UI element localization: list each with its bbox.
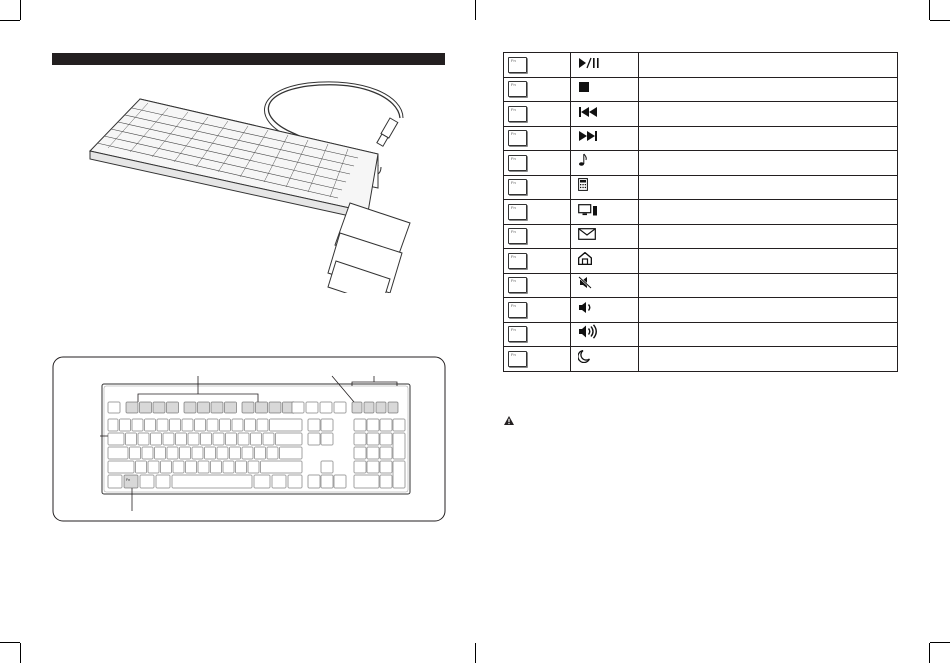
keyboard-product-illustration — [78, 78, 438, 293]
keyboard-key — [321, 475, 333, 488]
keyboard-key — [380, 475, 392, 488]
keyboard-key — [238, 433, 249, 445]
keyboard-key — [213, 433, 224, 445]
keyboard-key — [256, 402, 268, 413]
keyboard-layout-diagram — [52, 356, 446, 522]
function-key-row — [504, 347, 898, 372]
keyboard-key — [138, 433, 149, 445]
keyboard-key — [217, 447, 228, 459]
keyboard-key — [380, 419, 392, 431]
keycap-cell — [504, 102, 571, 127]
fn-keycap-label: Fn — [511, 155, 516, 161]
fn-keycap — [508, 326, 527, 342]
volume-up-icon — [578, 324, 598, 344]
function-key-table — [503, 52, 898, 372]
keyboard-key — [230, 447, 241, 459]
keyboard-key — [108, 419, 118, 431]
keycap-cell — [504, 273, 571, 298]
keyboard-key — [269, 402, 281, 413]
keyboard-key — [255, 447, 266, 459]
keycap-cell — [504, 224, 571, 249]
crop-mark-bottom-right — [930, 642, 950, 643]
keycap-cell — [504, 175, 571, 200]
fn-keycap-label: Fn — [511, 57, 516, 63]
keyboard-key — [254, 475, 270, 488]
keycap-cell — [504, 298, 571, 323]
keyboard-key — [145, 419, 156, 431]
keyboard-key — [321, 461, 333, 473]
keyboard-key — [182, 419, 193, 431]
keycap-cell — [504, 322, 571, 347]
fn-keycap-label: Fn — [511, 278, 516, 284]
keyboard-key — [232, 419, 243, 431]
icon-cell — [571, 347, 639, 372]
icon-cell — [571, 126, 639, 151]
crop-mark-top-right-v — [929, 0, 930, 20]
keycap-cell — [504, 53, 571, 78]
fn-keycap-label: Fn — [511, 204, 516, 210]
keyboard-key — [186, 461, 197, 473]
keyboard-key — [157, 419, 168, 431]
keyboard-key — [176, 433, 187, 445]
keyboard-key — [242, 402, 254, 413]
fn-keycap-label: Fn — [511, 131, 516, 137]
keyboard-key — [108, 433, 124, 445]
description-cell — [639, 224, 898, 249]
keyboard-key — [308, 433, 320, 445]
crop-mark-top-mid — [475, 0, 476, 20]
keyboard-key — [192, 447, 203, 459]
previous-track-icon — [578, 105, 598, 123]
fn-keycap-label: Fn — [511, 180, 516, 186]
keyboard-key — [188, 433, 199, 445]
keyboard-key — [270, 419, 303, 431]
function-key-row — [504, 126, 898, 151]
keyboard-key — [367, 461, 379, 473]
keyboard-key — [367, 447, 379, 459]
keyboard-key — [321, 433, 333, 445]
description-cell — [639, 77, 898, 102]
keyboard-key — [108, 475, 122, 488]
crop-mark-bottom-left-v — [20, 643, 21, 663]
keyboard-key — [132, 419, 143, 431]
keyboard-key — [292, 402, 304, 413]
keyboard-key — [161, 461, 172, 473]
function-key-row — [504, 151, 898, 176]
keyboard-key — [367, 419, 379, 431]
keyboard-key — [198, 402, 210, 413]
fn-keycap — [508, 351, 527, 367]
icon-cell — [571, 249, 639, 274]
description-cell — [639, 175, 898, 200]
icon-cell — [571, 151, 639, 176]
fn-keycap — [508, 81, 527, 97]
keyboard-key — [201, 433, 212, 445]
keyboard-key — [180, 447, 191, 459]
fn-keycap — [508, 228, 527, 244]
crop-mark-top-right — [930, 20, 950, 21]
icon-cell — [571, 322, 639, 347]
description-cell — [639, 151, 898, 176]
keycap-cell — [504, 347, 571, 372]
fn-keycap-label: Fn — [511, 302, 516, 308]
fn-keycap-label: Fn — [511, 106, 516, 112]
keyboard-key — [354, 419, 366, 431]
keyboard-key — [155, 447, 166, 459]
calculator-icon — [578, 178, 588, 196]
icon-cell — [571, 53, 639, 78]
keyboard-key — [167, 447, 178, 459]
icon-cell — [571, 273, 639, 298]
keyboard-key — [354, 475, 379, 488]
fn-keycap — [508, 155, 527, 171]
keyboard-key — [354, 447, 366, 459]
function-key-row — [504, 249, 898, 274]
keyboard-key — [172, 475, 252, 488]
keycap-cell — [504, 200, 571, 225]
fn-keycap — [508, 204, 527, 220]
function-key-row — [504, 102, 898, 127]
keyboard-key — [263, 433, 274, 445]
computer-icon — [578, 203, 598, 221]
warning-icon — [504, 416, 514, 425]
keyboard-key — [148, 461, 159, 473]
keyboard-key — [334, 402, 346, 413]
keyboard-key — [308, 419, 320, 431]
description-cell — [639, 102, 898, 127]
icon-cell — [571, 298, 639, 323]
section-header-bar — [52, 53, 445, 65]
function-key-row — [504, 273, 898, 298]
keyboard-key — [280, 447, 303, 459]
keyboard-key — [223, 461, 234, 473]
keyboard-key — [380, 461, 392, 473]
keyboard-key — [354, 433, 366, 445]
volume-down-icon — [578, 301, 594, 319]
description-cell — [639, 347, 898, 372]
keycap-cell — [504, 249, 571, 274]
fn-keycap-label: Fn — [511, 327, 516, 333]
play-pause-icon — [578, 56, 600, 74]
keyboard-key — [167, 402, 179, 413]
fn-keycap — [508, 277, 527, 293]
crop-mark-bottom-left — [0, 642, 20, 643]
keyboard-key — [288, 475, 302, 488]
keyboard-key — [393, 419, 405, 431]
description-cell — [639, 126, 898, 151]
fn-keycap-label: Fn — [511, 82, 516, 88]
fn-keycap — [508, 253, 527, 269]
keyboard-key — [198, 461, 209, 473]
keyboard-key — [242, 447, 253, 459]
keyboard-key — [108, 402, 120, 413]
stop-icon — [578, 80, 590, 98]
keyboard-key — [334, 475, 346, 488]
keyboard-key — [267, 447, 278, 459]
keyboard-key — [364, 402, 374, 413]
crop-mark-top-left-v — [20, 0, 21, 20]
keyboard-key — [380, 433, 392, 445]
fn-keycap-label: Fn — [511, 229, 516, 235]
keyboard-key — [142, 447, 153, 459]
keyboard-key — [108, 447, 128, 459]
keyboard-key — [130, 447, 141, 459]
icon-cell — [571, 77, 639, 102]
function-key-row — [504, 53, 898, 78]
fn-keycap — [508, 130, 527, 146]
keyboard-key — [156, 475, 170, 488]
keyboard-key — [120, 419, 131, 431]
description-cell — [639, 322, 898, 347]
icon-cell — [571, 200, 639, 225]
keyboard-key — [261, 461, 303, 473]
description-cell — [639, 298, 898, 323]
keyboard-key — [140, 402, 152, 413]
fn-keycap — [508, 57, 527, 73]
keyboard-key — [251, 433, 262, 445]
fn-keycap — [508, 106, 527, 122]
keyboard-key — [151, 433, 162, 445]
keyboard-key — [354, 461, 366, 473]
keyboard-key — [173, 461, 184, 473]
crop-mark-bottom-right-v — [929, 643, 930, 663]
function-key-row — [504, 322, 898, 347]
fn-keycap — [508, 302, 527, 318]
keyboard-key — [108, 461, 134, 473]
keyboard-key — [367, 433, 379, 445]
function-key-row — [504, 77, 898, 102]
description-cell — [639, 53, 898, 78]
description-cell — [639, 200, 898, 225]
fn-key-label: Fn — [126, 478, 131, 482]
sleep-icon — [578, 350, 590, 368]
keyboard-key — [393, 433, 405, 459]
music-note-icon — [578, 153, 588, 172]
keyboard-key — [380, 447, 392, 459]
keycap-cell — [504, 77, 571, 102]
keyboard-key — [306, 402, 318, 413]
keyboard-key — [376, 402, 386, 413]
keyboard-key — [257, 419, 268, 431]
keyboard-key — [248, 461, 259, 473]
keyboard-key — [126, 433, 137, 445]
icon-cell — [571, 175, 639, 200]
keyboard-key — [236, 461, 247, 473]
keycap-cell — [504, 126, 571, 151]
keyboard-key — [352, 402, 362, 413]
fn-keycap-label: Fn — [511, 351, 516, 357]
keyboard-key — [211, 402, 223, 413]
keyboard-key — [211, 461, 222, 473]
keyboard-key — [320, 402, 332, 413]
function-key-row — [504, 175, 898, 200]
keyboard-key — [140, 475, 154, 488]
keyboard-key — [153, 402, 165, 413]
keyboard-key — [393, 461, 405, 488]
function-key-row — [504, 200, 898, 225]
mail-icon — [578, 227, 596, 245]
keyboard-key — [207, 419, 218, 431]
crop-mark-bottom-mid — [475, 643, 476, 663]
icon-cell — [571, 102, 639, 127]
mute-icon — [578, 276, 592, 294]
keycap-cell — [504, 151, 571, 176]
icon-cell — [571, 224, 639, 249]
keyboard-key — [184, 402, 196, 413]
next-track-icon — [578, 129, 598, 147]
keyboard-key — [195, 419, 206, 431]
home-icon — [578, 252, 592, 270]
keyboard-key — [272, 475, 286, 488]
crop-mark-top-left — [0, 20, 20, 21]
keyboard-key — [308, 475, 320, 488]
function-key-row — [504, 224, 898, 249]
fn-keycap-label: Fn — [511, 253, 516, 259]
keyboard-key — [126, 402, 138, 413]
keyboard-key — [220, 419, 231, 431]
keyboard-key — [276, 433, 303, 445]
keyboard-key — [226, 433, 237, 445]
keyboard-key — [225, 402, 237, 413]
function-key-row — [504, 298, 898, 323]
description-cell — [639, 273, 898, 298]
keyboard-key — [388, 402, 398, 413]
keyboard-key — [163, 433, 174, 445]
keyboard-key — [170, 419, 181, 431]
keyboard-key — [205, 447, 216, 459]
keyboard-key — [245, 419, 256, 431]
keyboard-key — [321, 419, 333, 431]
description-cell — [639, 249, 898, 274]
fn-keycap — [508, 179, 527, 195]
keyboard-key — [136, 461, 147, 473]
